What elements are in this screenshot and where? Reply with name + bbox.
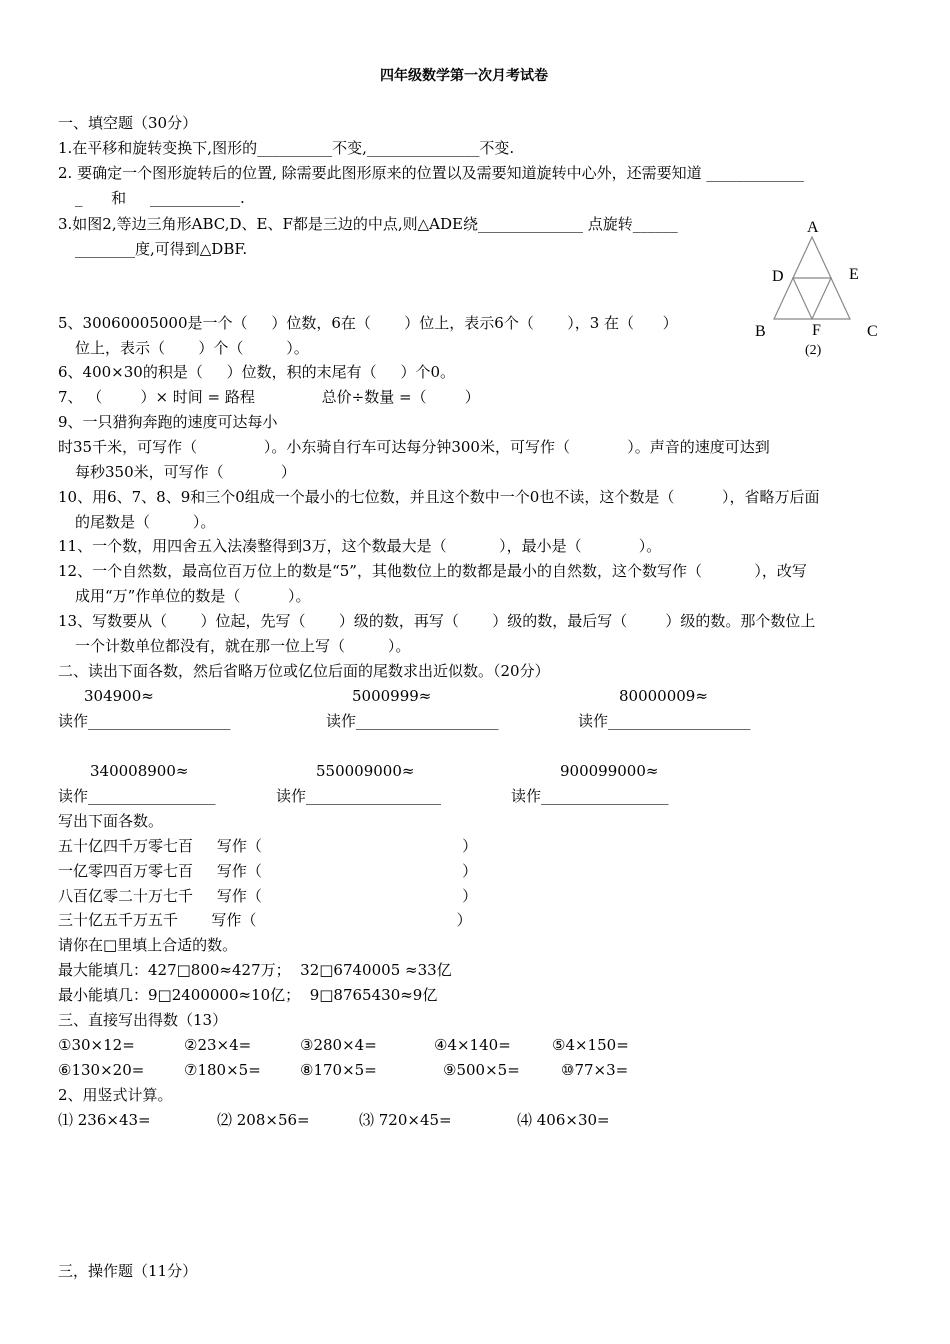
fill-box-heading: 请你在□里填上合适的数。: [58, 936, 238, 954]
figure-caption: (2): [805, 343, 822, 358]
exam-title: 四年级数学第一次月考试卷: [380, 68, 548, 84]
write-item-2: 一亿零四百万零七百 写作（ ）: [58, 862, 478, 880]
vertical-calc-4: ⑷ 406×30=: [517, 1111, 610, 1129]
label-b: B: [755, 323, 766, 340]
q6-line: 6、400×30的积是（ ）位数，积的末尾有（ ）个0。: [58, 363, 456, 381]
q1-line: 1.在平移和旋转变换下,图形的__________不变,_______________不变.: [58, 139, 515, 157]
calc-2: ②23×4=: [184, 1036, 252, 1054]
q7-line: 7、 （ ）× 时间 = 路程 总价÷数量 =（ ）: [58, 388, 480, 406]
calc-4: ④4×140=: [434, 1036, 511, 1054]
fill-box-min: 最小能填几：9□2400000≈10亿； 9□8765430≈9亿: [58, 986, 438, 1004]
q13-line-1: 13、写数要从（ ）位起，先写（ ）级的数，再写（ ）级的数，最后写（ ）级的数。那个数位上: [58, 612, 816, 630]
write-item-4: 三十亿五千万五千 写作（ ）: [58, 911, 472, 929]
read-blank-3: 读作___________________: [578, 712, 751, 730]
calc-8: ⑧170×5=: [300, 1061, 377, 1079]
read-blank-6: 读作_________________: [511, 787, 669, 805]
q10-line-2: 的尾数是（ ）。: [75, 513, 216, 531]
label-e: E: [849, 266, 859, 283]
calc-6: ⑥130×20=: [58, 1061, 145, 1079]
fill-box-max: 最大能填几：427□800≈427万； 32□6740005 ≈33亿: [58, 961, 452, 979]
calc-7: ⑦180×5=: [184, 1061, 261, 1079]
q11-line: 11、一个数，用四舍五入法凑整得到3万，这个数最大是（ ），最小是（ ）。: [58, 537, 662, 555]
q9-line-3: 每秒350米，可写作（ ）: [75, 463, 296, 481]
section-two-heading: 二、读出下面各数，然后省略万位或亿位后面的尾数求出近似数。（20分）: [58, 662, 550, 680]
section-three-heading: 三、直接写出得数（13）: [58, 1011, 228, 1029]
q13-line-2: 一个计数单位都没有，就在那一位上写（ ）。: [75, 637, 411, 655]
q5-line-2: 位上，表示（ ）个（ ）。: [75, 339, 309, 357]
q2-line-1: 2. 要确定一个图形旋转后的位置, 除需要此图形原来的位置以及需要知道旋转中心外，还需要知道 _____________: [58, 164, 804, 182]
read-blank-2: 读作___________________: [326, 712, 499, 730]
number-340008900: 340008900≈: [90, 762, 189, 780]
q9-line-1: 9、一只猎狗奔跑的速度可达每小: [58, 413, 278, 431]
vertical-calc-heading: 2、用竖式计算。: [58, 1086, 173, 1104]
number-550009000: 550009000≈: [316, 762, 415, 780]
label-a: A: [807, 219, 819, 236]
calc-1: ①30×12=: [58, 1036, 135, 1054]
number-5000999: 5000999≈: [352, 687, 432, 705]
q3-line-1: 3.如图2,等边三角形ABC,D、E、F都是三边的中点,则△ADE绕______________ 点旋转______: [58, 215, 678, 233]
write-item-3: 八百亿零二十万七千 写作（ ）: [58, 887, 478, 905]
number-304900: 304900≈: [84, 687, 154, 705]
label-f: F: [812, 322, 821, 339]
q2-line-2: _ 和 ____________.: [75, 189, 245, 207]
q9-line-2: 时35千米，可写作（ ）。小东骑自行车可达每分钟300米，可写作（ ）。声音的速度可达到: [58, 438, 770, 456]
section-operation-heading: 三，操作题（11分）: [58, 1262, 198, 1280]
write-numbers-heading: 写出下面各数。: [58, 812, 164, 830]
read-blank-5: 读作__________________: [276, 787, 442, 805]
read-blank-4: 读作_________________: [58, 787, 216, 805]
vertical-calc-1: ⑴ 236×43=: [58, 1111, 151, 1129]
calc-9: ⑨500×5=: [443, 1061, 520, 1079]
triangle-figure: [750, 215, 890, 365]
q3-line-2: ________度,可得到△DBF.: [75, 240, 248, 258]
calc-5: ⑤4×150=: [552, 1036, 629, 1054]
read-blank-1: 读作___________________: [58, 712, 231, 730]
q10-line-1: 10、用6、7、8、9和三个0组成一个最小的七位数，并且这个数中一个0也不读，这个数是（ ），省略万后面: [58, 488, 820, 506]
section-one-heading: 一、填空题（30分）: [58, 114, 198, 132]
number-900099000: 900099000≈: [560, 762, 659, 780]
q12-line-1: 12、一个自然数，最高位百万位上的数是“5”，其他数位上的数都是最小的自然数，这个数写作（ ），改写: [58, 562, 807, 580]
q5-line-1: 5、30060005000是一个（ ）位数，6在（ ）位上，表示6个（ ），3 在（ ）: [58, 314, 678, 332]
write-item-1: 五十亿四千万零七百 写作（ ）: [58, 837, 478, 855]
number-80000009: 80000009≈: [619, 687, 708, 705]
calc-10: ⑩77×3=: [561, 1061, 629, 1079]
vertical-calc-2: ⑵ 208×56=: [217, 1111, 310, 1129]
vertical-calc-3: ⑶ 720×45=: [359, 1111, 452, 1129]
q12-line-2: 成用“万”作单位的数是（ ）。: [75, 587, 311, 605]
label-d: D: [772, 268, 784, 285]
calc-3: ③280×4=: [300, 1036, 377, 1054]
label-c: C: [867, 323, 878, 340]
triangle-def: [793, 278, 831, 319]
